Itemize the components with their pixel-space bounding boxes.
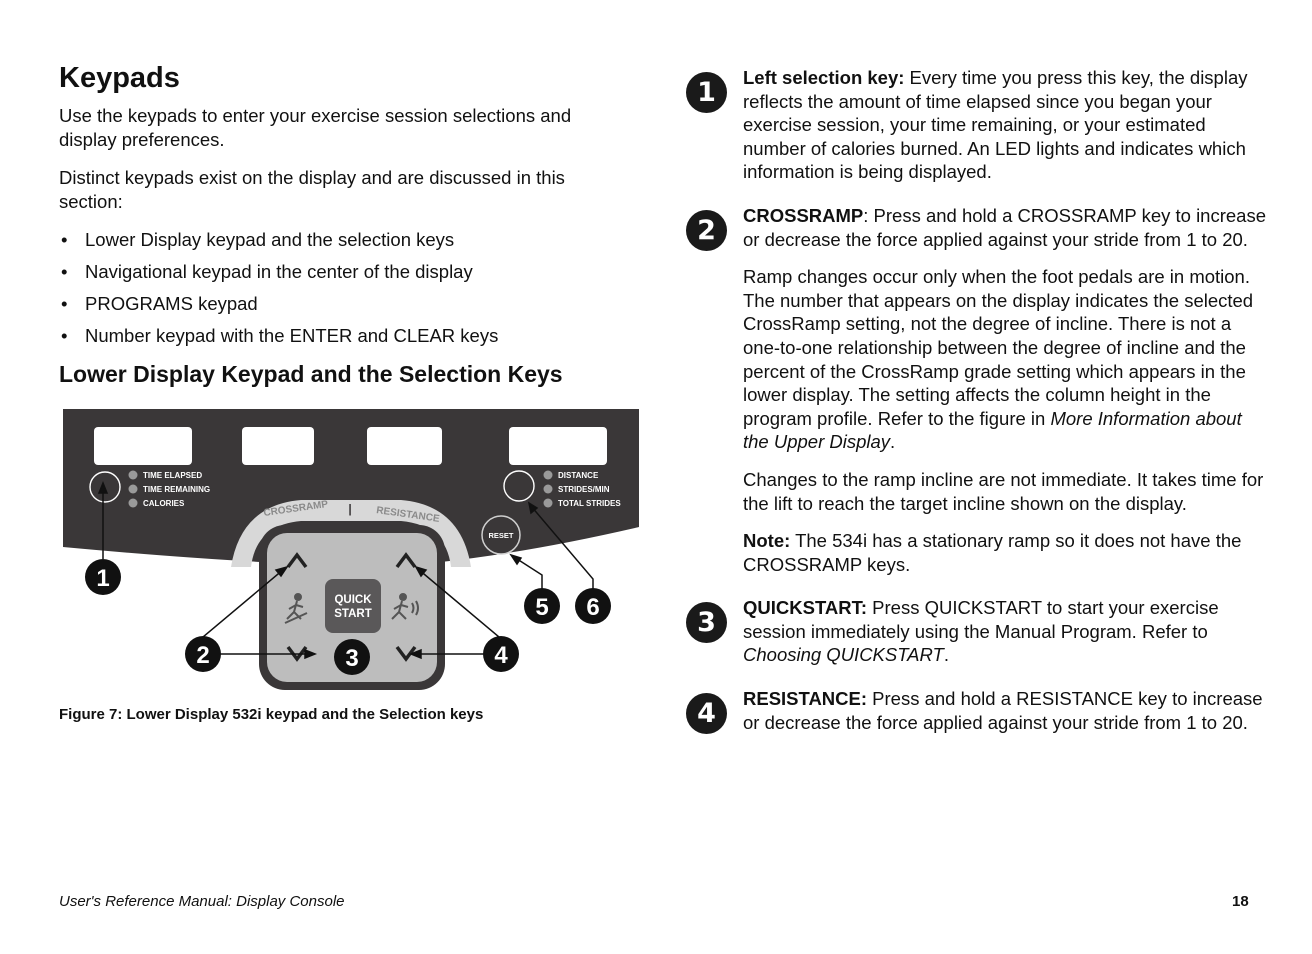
key-description-4 xyxy=(686,687,1266,734)
led-label: CALORIES xyxy=(143,499,185,508)
note-text: The 534i has a stationary ramp so it does not have the CROSSRAMP keys. xyxy=(743,530,1242,575)
key-description-2 xyxy=(686,204,1266,576)
item-lead: RESISTANCE: xyxy=(743,688,868,710)
footer-title: User's Reference Manual: Display Console xyxy=(59,893,345,910)
note-lead: Note: xyxy=(743,530,791,552)
item-text: Press and hold a RESISTANCE key to increase or decrease the force applied against your stride from 1 to 20. xyxy=(743,688,1263,733)
led-label: STRIDES/MIN xyxy=(558,485,610,494)
led-label: TIME ELAPSED xyxy=(143,471,203,480)
callout-3: 3 xyxy=(345,645,359,672)
item-text-end: . xyxy=(890,431,896,453)
item-lead: QUICKSTART: xyxy=(743,597,868,619)
callout-2: 2 xyxy=(196,642,210,669)
cross-reference: Choosing QUICKSTART xyxy=(743,644,944,666)
item-paragraph xyxy=(743,66,1266,184)
led-indicator xyxy=(544,499,553,508)
reset-label: RESET xyxy=(488,531,514,540)
list-item: • Number keypad with the ENTER and CLEAR keys xyxy=(59,324,619,348)
display-window xyxy=(94,427,192,465)
quickstart-key[interactable] xyxy=(325,579,381,633)
led-indicator xyxy=(544,471,553,480)
item-paragraph xyxy=(743,687,1266,734)
item-paragraph xyxy=(743,596,1266,667)
led-label: TIME REMAINING xyxy=(143,485,211,494)
section-subheading: Lower Display Keypad and the Selection Keys xyxy=(59,361,563,387)
page-heading: Keypads xyxy=(59,62,180,94)
key-description-1 xyxy=(686,66,1266,184)
keypad-illustration xyxy=(61,407,641,692)
item-text: Every time you press this key, the display reflects the amount of time elapsed since you began your exercise session, your time remaining, or your estimated number of calories burned. An LED lights and indicates which information is being displayed. xyxy=(743,67,1248,183)
callout-4: 4 xyxy=(494,642,508,669)
led-label: TOTAL STRIDES xyxy=(558,499,621,508)
intro-paragraph-2: Distinct keypads exist on the display and are discussed in this section: xyxy=(59,167,565,212)
right-column xyxy=(686,66,1266,754)
item-paragraph xyxy=(743,265,1266,454)
quickstart-label-2: START xyxy=(334,608,372,620)
led-indicator xyxy=(544,485,553,494)
led-indicator xyxy=(129,499,138,508)
figure-caption: Figure 7: Lower Display 532i keypad and the Selection keys xyxy=(59,706,484,723)
left-column xyxy=(59,60,619,388)
intro-paragraph: Use the keypads to enter your exercise session selections and display preferences. xyxy=(59,105,572,150)
item-text: Press QUICKSTART to start your exercise session immediately using the Manual Program. Refer to xyxy=(743,597,1219,642)
keypad-list xyxy=(59,228,619,348)
crossramp-arc-label: CROSSRAMP xyxy=(262,499,329,519)
callout-5: 5 xyxy=(535,594,549,621)
number-badge: 4 xyxy=(686,693,727,734)
quickstart-label-1: QUICK xyxy=(334,594,372,606)
display-window xyxy=(242,427,314,465)
item-paragraph: Changes to the ramp incline are not immediate. It takes time for the lift to reach the target incline shown on the display. xyxy=(743,468,1264,514)
list-item: • Navigational keypad in the center of the display xyxy=(59,260,619,284)
note-paragraph xyxy=(743,529,1266,576)
list-item: • Lower Display keypad and the selection keys xyxy=(59,228,619,252)
resistance-arc-label: RESISTANCE xyxy=(375,505,441,525)
item-lead: Left selection key: xyxy=(743,67,905,88)
item-text-end: . xyxy=(943,644,949,666)
callout-1: 1 xyxy=(96,565,110,592)
number-badge: 3 xyxy=(686,602,727,643)
led-indicator xyxy=(129,471,138,480)
display-window xyxy=(509,427,607,465)
keypad-figure xyxy=(61,407,641,692)
callout-6: 6 xyxy=(586,594,600,621)
arc-divider: | xyxy=(348,502,352,516)
led-indicator xyxy=(129,485,138,494)
item-lead: CROSSRAMP xyxy=(743,204,864,226)
display-window xyxy=(367,427,442,465)
cross-reference: More Information about the Upper Display xyxy=(743,407,1242,453)
key-description-3 xyxy=(686,596,1266,667)
led-label: DISTANCE xyxy=(558,471,599,480)
list-item: • PROGRAMS keypad xyxy=(59,292,619,316)
item-text: : Press and hold a CROSSRAMP key to increase or decrease the force applied against your stride from 1 to 20. xyxy=(743,204,1266,250)
number-badge: 1 xyxy=(686,72,727,113)
page-number: 18 xyxy=(1232,893,1249,910)
item-paragraph xyxy=(743,204,1266,251)
number-badge: 2 xyxy=(686,210,727,251)
item-text: Ramp changes occur only when the foot pedals are in motion. The number that appears on the display indicates the selected CrossRamp setting, not the degree of incline. There is not a one-to-one relationship between the degree of incline and the percent of the CrossRamp grade setting which appears in the lower display. The setting affects the column height in the program profile. Refer to the figure in xyxy=(743,266,1254,429)
